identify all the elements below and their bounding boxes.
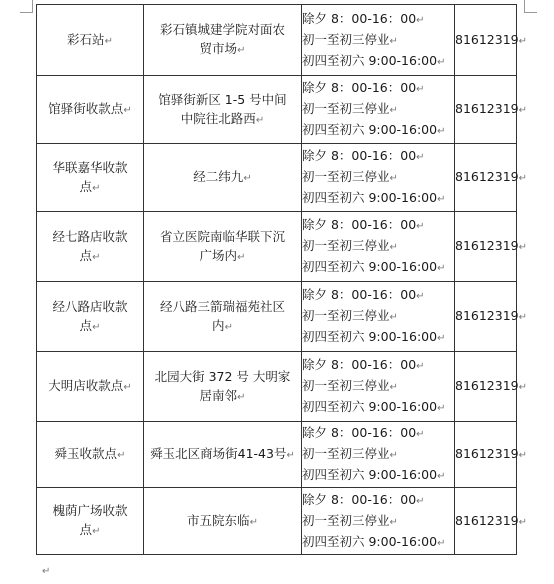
paragraph-mark: ↵ — [123, 382, 132, 393]
address-cell — [144, 488, 302, 555]
phone-cell — [455, 212, 528, 282]
phone-number: 81612319 — [455, 101, 519, 116]
paragraph-mark: ↵ — [437, 126, 446, 137]
hours-line — [302, 490, 454, 511]
cell-text-line — [37, 99, 143, 120]
cell-text: 市五院东临 — [187, 512, 250, 528]
hours-text: 初四至初六 9:00-16:00 — [302, 259, 438, 274]
cell-text-line: 经八路店收款 — [52, 298, 128, 314]
cell-text-line — [144, 39, 301, 60]
paragraph-mark: ↵ — [389, 516, 398, 528]
hours-text: 初四至初六 9:00-16:00 — [302, 467, 438, 482]
point-name-cell — [37, 488, 144, 555]
hours-text: 初四至初六 9:00-16:00 — [302, 122, 438, 137]
hours-line — [302, 215, 454, 236]
address-cell — [144, 144, 302, 212]
phone-number: 81612319 — [455, 308, 519, 323]
cell-text-line: 彩石镇城建学院对面农 — [159, 22, 285, 37]
table-row — [37, 282, 517, 352]
paragraph-mark: ↵ — [243, 173, 252, 184]
paragraph-mark: ↵ — [389, 35, 398, 47]
address-cell — [144, 422, 302, 488]
hours-text: 除夕 8：00-16：00 — [302, 217, 417, 232]
phone-cell — [455, 5, 528, 76]
paragraph-mark: ↵ — [416, 14, 425, 26]
hours-line — [302, 444, 454, 465]
hours-line — [302, 355, 454, 376]
paragraph-mark: ↵ — [237, 45, 246, 56]
cell-text-line — [37, 30, 143, 51]
paragraph-mark: ↵ — [518, 35, 528, 47]
hours-text: 除夕 8：00-16：00 — [302, 425, 417, 440]
cell-text-line — [37, 376, 143, 397]
hours-line — [302, 78, 454, 99]
phone-number: 81612319 — [455, 446, 519, 461]
hours-line — [302, 397, 454, 418]
hours-line — [302, 30, 454, 51]
business-hours-cell — [302, 352, 455, 422]
cell-text: 馆驿街收款点 — [48, 101, 124, 116]
business-hours-cell — [302, 422, 455, 488]
hours-line — [302, 99, 454, 120]
cell-text-line: 槐荫广场收款 — [52, 503, 128, 518]
paragraph-mark: ↵ — [389, 450, 398, 461]
paragraph-mark: ↵ — [416, 291, 425, 302]
business-hours-cell — [302, 212, 455, 282]
cell-text-line: 省立医院南临华联下沉 — [159, 228, 285, 244]
table-row — [37, 352, 517, 422]
hours-text: 初一至初三停业 — [302, 308, 390, 323]
hours-text: 除夕 8：00-16：00 — [302, 287, 417, 302]
paragraph-mark: ↵ — [437, 194, 446, 205]
paragraph-mark: ↵ — [518, 312, 528, 323]
hours-line — [302, 167, 454, 188]
hours-text: 初四至初六 9:00-16:00 — [302, 52, 438, 68]
hours-line — [302, 120, 454, 141]
hours-text: 初四至初六 9:00-16:00 — [302, 329, 438, 344]
page-corner-mark — [20, 0, 33, 13]
business-hours-cell — [302, 5, 455, 76]
paragraph-mark: ↵ — [92, 526, 101, 537]
table-row — [37, 5, 517, 76]
table-row — [37, 488, 517, 555]
cell-text-line — [37, 520, 143, 541]
cell-text-line — [144, 246, 301, 267]
paragraph-mark: ↵ — [416, 152, 425, 163]
paragraph-mark: ↵ — [92, 182, 101, 194]
paragraph-mark: ↵ — [518, 105, 528, 116]
phone-cell — [455, 422, 528, 488]
phone-number: 81612319 — [455, 378, 519, 393]
business-hours-cell — [302, 76, 455, 144]
point-name-cell — [37, 212, 144, 282]
hours-text: 初四至初六 9:00-16:00 — [302, 533, 438, 549]
cell-text-line — [37, 316, 143, 337]
hours-text: 除夕 8：00-16：00 — [302, 80, 417, 95]
point-name-cell — [37, 5, 144, 76]
hours-line — [302, 51, 454, 72]
address-cell — [144, 212, 302, 282]
paragraph-mark: ↵ — [437, 263, 446, 274]
paragraph-mark: ↵ — [389, 105, 398, 116]
paragraph-mark: ↵ — [416, 361, 425, 372]
hours-line — [302, 327, 454, 348]
address-cell — [144, 5, 302, 76]
cell-text-line — [144, 316, 301, 337]
hours-text: 初一至初三停业 — [302, 238, 390, 253]
cell-text-line — [144, 167, 301, 188]
point-name-cell — [37, 282, 144, 352]
hours-text: 初一至初三停业 — [302, 31, 390, 47]
hours-line — [302, 9, 454, 30]
cell-text: 舜玉收款点 — [54, 446, 118, 461]
paragraph-mark: ↵ — [518, 242, 528, 253]
hours-line — [302, 532, 454, 553]
cell-text: 居南邻 — [199, 387, 238, 403]
address-cell — [144, 352, 302, 422]
hours-text: 除夕 8：00-16：00 — [302, 357, 417, 372]
paragraph-mark: ↵ — [123, 105, 132, 116]
table-body — [37, 5, 528, 555]
cell-text-line — [37, 246, 143, 267]
cell-text: 中院往北路西 — [180, 110, 256, 126]
hours-line — [302, 146, 454, 167]
cell-text-line: 经八路三箭瑞福苑社区 — [159, 298, 285, 314]
paragraph-mark: ↵ — [416, 221, 425, 232]
phone-number: 81612319 — [455, 31, 519, 47]
phone-cell — [455, 352, 528, 422]
business-hours-cell — [302, 144, 455, 212]
point-name-cell — [37, 144, 144, 212]
cell-text: 点 — [79, 522, 93, 537]
hours-line — [302, 257, 454, 278]
paragraph-mark: ↵ — [104, 35, 113, 47]
cell-text: 经二纬九 — [193, 169, 244, 184]
paragraph-mark: ↵ — [389, 382, 398, 393]
paragraph-mark: ↵ — [437, 333, 446, 344]
cell-text-line: 经七路店收款 — [52, 228, 128, 244]
hours-line — [302, 188, 454, 209]
hours-line — [302, 465, 454, 486]
paragraph-mark: ↵ — [389, 173, 398, 184]
cell-text: 贸市场 — [199, 41, 238, 56]
table-row — [37, 76, 517, 144]
hours-line — [302, 236, 454, 257]
hours-text: 初一至初三停业 — [302, 512, 390, 528]
cell-text-line: 馆驿街新区 1-5 号中间 — [158, 91, 287, 107]
paragraph-mark: ↵ — [437, 537, 446, 549]
cell-text: 内 — [212, 317, 225, 333]
paragraph-mark: ↵ — [92, 321, 101, 333]
hours-text: 初四至初六 9:00-16:00 — [302, 399, 438, 414]
paragraph-mark: ↵ — [255, 114, 265, 126]
hours-line — [302, 376, 454, 397]
hours-text: 初一至初三停业 — [302, 169, 390, 184]
point-name-cell — [37, 76, 144, 144]
hours-text: 初一至初三停业 — [302, 378, 390, 393]
paragraph-mark: ↵ — [437, 403, 446, 414]
paragraph-mark: ↵ — [286, 450, 295, 461]
table-row — [37, 212, 517, 282]
hours-text: 初一至初三停业 — [302, 101, 390, 116]
phone-cell — [455, 76, 528, 144]
cell-text-line: 华联嘉华收款 — [52, 159, 128, 175]
cell-text-line: 北园大街 372 号 大明家 — [154, 368, 291, 384]
trailing-paragraph-mark: ↵ — [42, 566, 51, 577]
phone-number: 81612319 — [455, 169, 519, 184]
phone-number: 81612319 — [455, 512, 519, 528]
cell-text-line — [144, 511, 301, 532]
hours-line — [302, 306, 454, 327]
paragraph-mark: ↵ — [389, 242, 398, 253]
point-name-cell — [37, 352, 144, 422]
paragraph-mark: ↵ — [518, 382, 528, 393]
cell-text-line — [37, 444, 143, 465]
paragraph-mark: ↵ — [518, 173, 528, 184]
phone-cell — [455, 282, 528, 352]
hours-text: 除夕 8：00-16：00 — [302, 10, 417, 26]
paragraph-mark: ↵ — [117, 450, 126, 461]
cell-text-line — [144, 444, 301, 465]
cell-text: 舜玉北区商场街41-43号 — [150, 446, 287, 461]
paragraph-mark: ↵ — [437, 56, 446, 68]
business-hours-cell — [302, 282, 455, 352]
page-corner-mark — [524, 0, 537, 13]
hours-text: 除夕 8：00-16：00 — [302, 491, 417, 507]
phone-cell — [455, 488, 528, 555]
cell-text: 广场内 — [199, 247, 238, 263]
point-name-cell — [37, 422, 144, 488]
paragraph-mark: ↵ — [92, 251, 101, 263]
cell-text-line — [144, 386, 301, 407]
cell-text: 彩石站 — [67, 31, 105, 47]
paragraph-mark: ↵ — [237, 251, 246, 263]
paragraph-mark: ↵ — [518, 450, 528, 461]
cell-text-line — [37, 177, 143, 198]
cell-text: 点 — [79, 247, 93, 263]
address-cell — [144, 76, 302, 144]
hours-line — [302, 511, 454, 532]
address-cell — [144, 282, 302, 352]
cell-text: 点 — [79, 317, 93, 333]
paragraph-mark: ↵ — [237, 391, 246, 403]
cell-text: 点 — [79, 178, 93, 194]
hours-line — [302, 423, 454, 444]
business-hours-cell — [302, 488, 455, 555]
paragraph-mark: ↵ — [416, 84, 425, 95]
phone-cell — [455, 144, 528, 212]
paragraph-mark: ↵ — [249, 516, 258, 528]
paragraph-mark: ↵ — [416, 429, 425, 440]
paragraph-mark: ↵ — [224, 321, 233, 333]
cell-text: 大明店收款点 — [48, 378, 124, 393]
table-row — [37, 144, 517, 212]
collection-points-table — [36, 4, 528, 555]
phone-number: 81612319 — [455, 238, 519, 253]
paragraph-mark: ↵ — [416, 495, 425, 507]
table-row — [37, 422, 517, 488]
hours-text: 初一至初三停业 — [302, 446, 390, 461]
cell-text-line — [144, 109, 301, 130]
paragraph-mark: ↵ — [389, 312, 398, 323]
hours-line — [302, 285, 454, 306]
hours-text: 除夕 8：00-16：00 — [302, 148, 417, 163]
hours-text: 初四至初六 9:00-16:00 — [302, 190, 438, 205]
paragraph-mark: ↵ — [437, 471, 446, 482]
paragraph-mark: ↵ — [518, 516, 528, 528]
